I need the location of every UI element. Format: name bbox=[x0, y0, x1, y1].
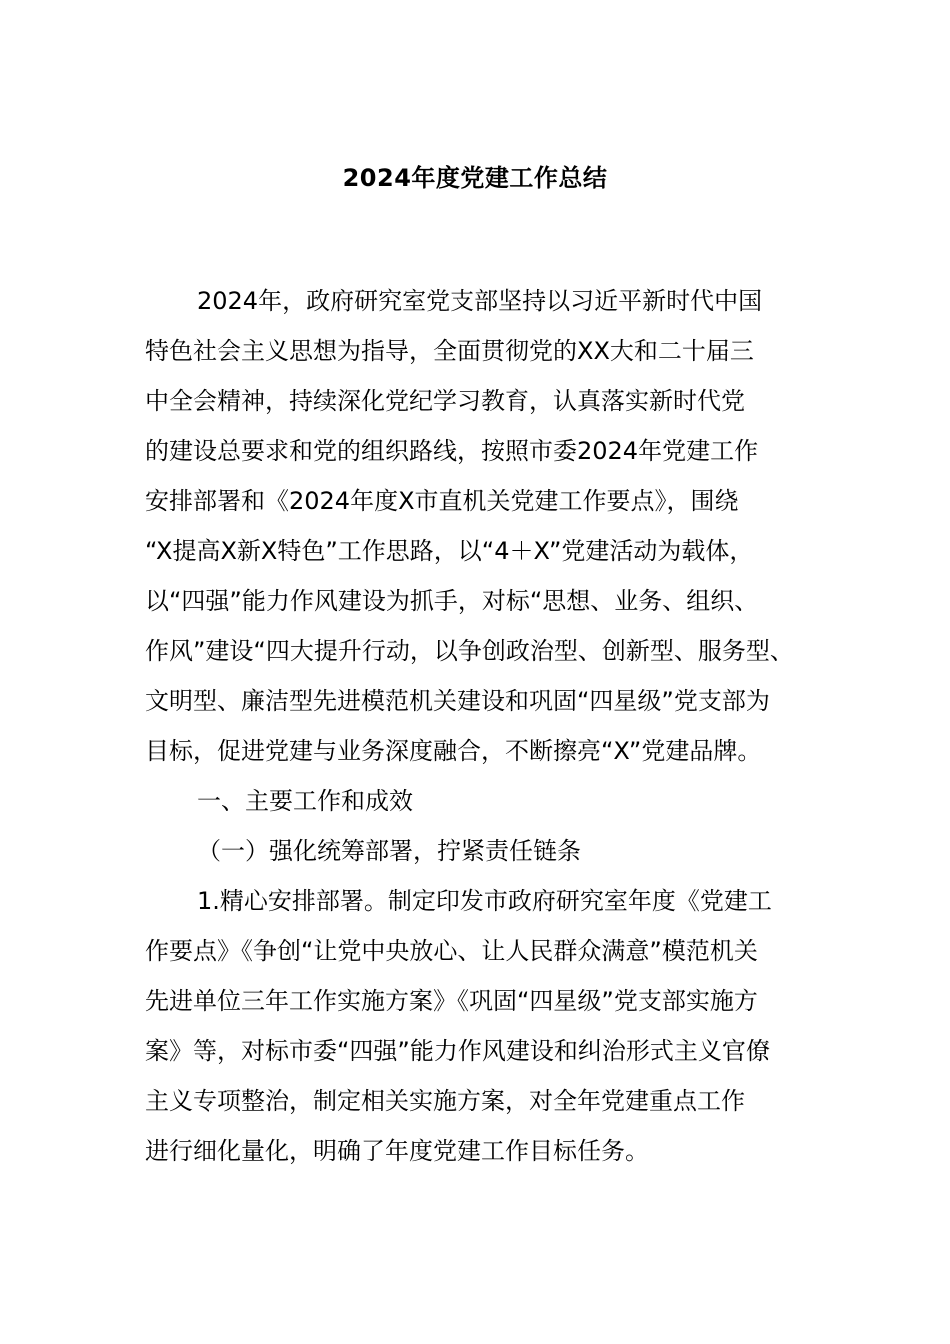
paragraph-line: 安排部署和《2024年度X市直机关党建工作要点》，围绕 bbox=[145, 487, 739, 515]
paragraph-line: 的建设总要求和党的组织路线，按照市委2024年党建工作 bbox=[145, 437, 759, 465]
paragraph-line: 1.精心安排部署。制定印发市政府研究室年度《党建工 bbox=[197, 887, 772, 915]
paragraph-line: 中全会精神，持续深化党纪学习教育，认真落实新时代党 bbox=[145, 387, 745, 415]
section-heading: 一、主要工作和成效 bbox=[197, 787, 413, 815]
paragraph-line: 以“四强”能力作风建设为抓手，对标“思想、业务、组织、 bbox=[145, 587, 759, 615]
subsection-heading: （一）强化统筹部署，拧紧责任链条 bbox=[197, 837, 581, 865]
paragraph-line: 2024年，政府研究室党支部坚持以习近平新时代中国 bbox=[197, 287, 763, 315]
document-title: 2024年度党建工作总结 bbox=[342, 164, 608, 192]
paragraph-line: 案》等，对标市委“四强”能力作风建设和纠治形式主义官僚 bbox=[145, 1037, 770, 1065]
document-body bbox=[145, 276, 805, 1176]
paragraph-line: 作风”建设“四大提升行动，以争创政治型、创新型、服务型、 bbox=[145, 637, 794, 665]
paragraph-line: 先进单位三年工作实施方案》《巩固“四星级”党支部实施方 bbox=[145, 987, 758, 1015]
paragraph-line: 进行细化量化，明确了年度党建工作目标任务。 bbox=[145, 1137, 649, 1165]
paragraph-line: “X提高X新X特色”工作思路，以“4＋X”党建活动为载体， bbox=[145, 537, 754, 565]
paragraph-line: 作要点》《争创“让党中央放心、让人民群众满意”模范机关 bbox=[145, 937, 758, 965]
paragraph-line: 文明型、廉洁型先进模范机关建设和巩固“四星级”党支部为 bbox=[145, 687, 770, 715]
paragraph-line: 目标，促进党建与业务深度融合，不断擦亮“X”党建品牌。 bbox=[145, 737, 762, 765]
paragraph-line: 主义专项整治，制定相关实施方案，对全年党建重点工作 bbox=[145, 1087, 745, 1115]
paragraph-line: 特色社会主义思想为指导，全面贯彻党的XX大和二十届三 bbox=[145, 337, 754, 365]
